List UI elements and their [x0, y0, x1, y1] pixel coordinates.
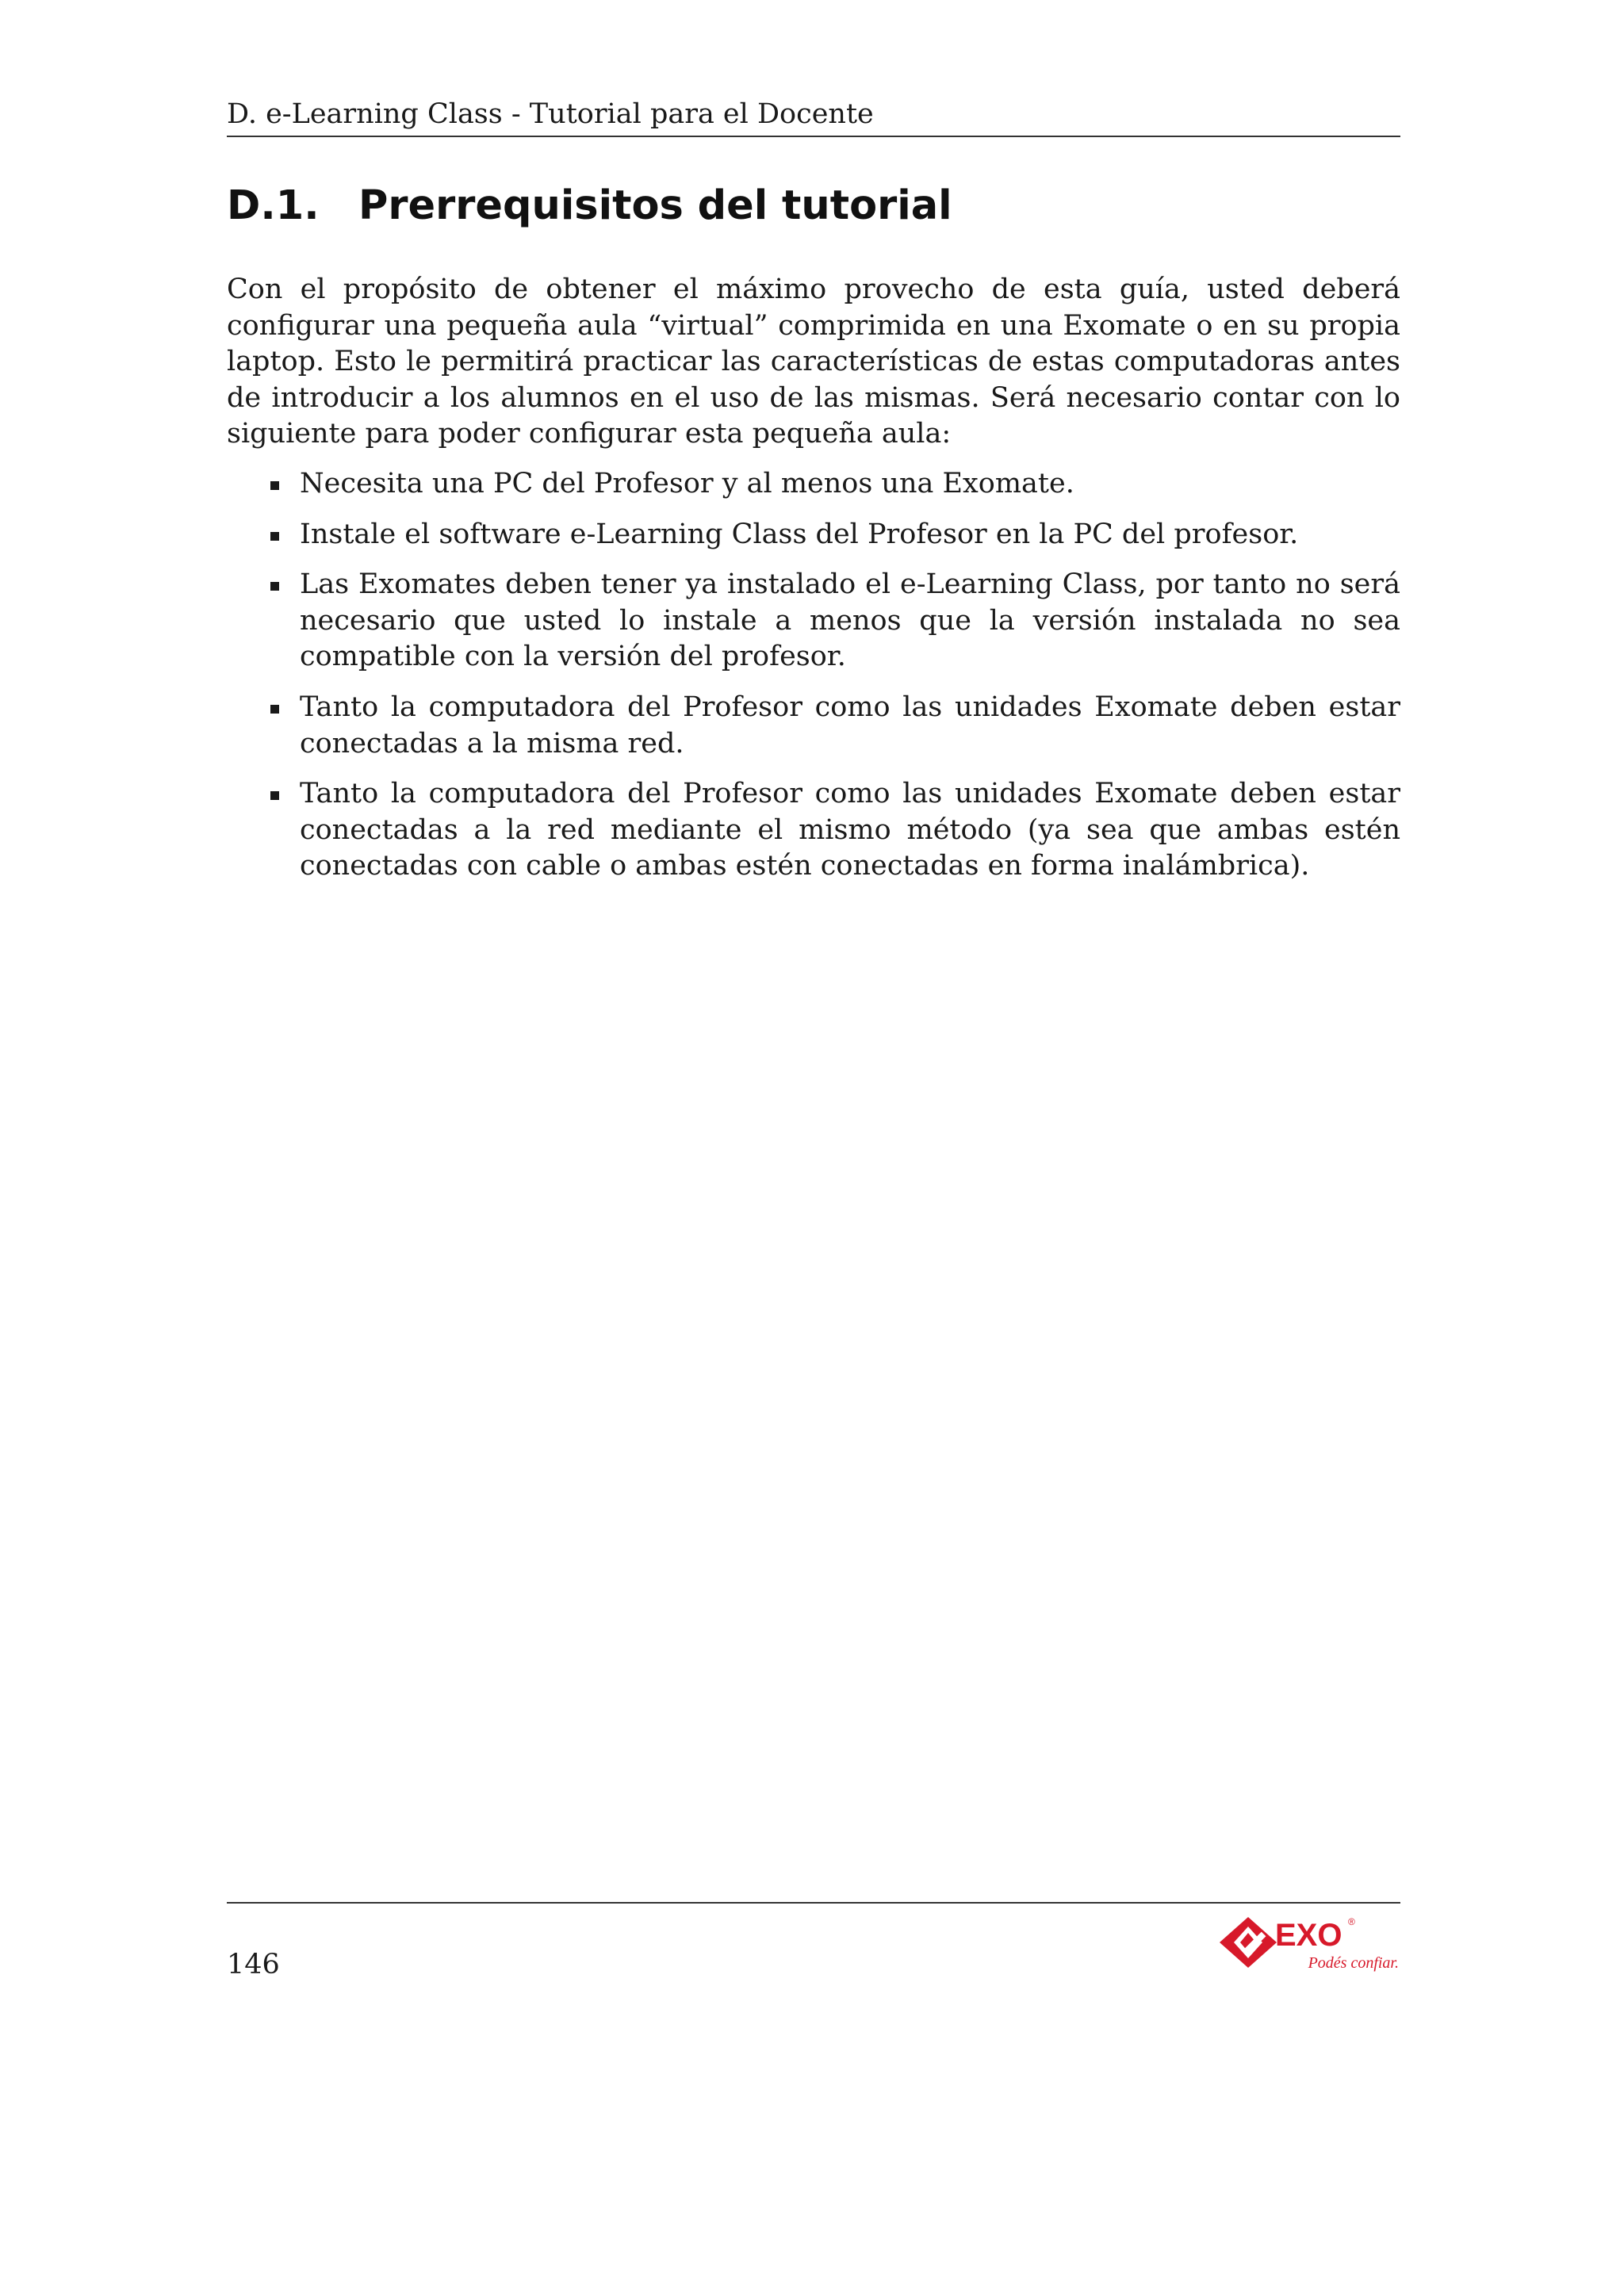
list-item [227, 466, 1400, 503]
running-header: D. e-Learning Class - Tutorial para el Docente [227, 98, 874, 130]
exo-logo [1220, 1911, 1402, 1974]
list-item [227, 517, 1400, 553]
section-heading [227, 179, 1400, 233]
square-bullet-icon [270, 791, 279, 800]
requirements-list [227, 466, 1400, 899]
intro-paragraph: Con el propósito de obtener el máximo provecho de esta guía, usted deberá configurar una pequeña aula “virtual” comprimida en una Exomate o en su propia laptop. Esto le permitirá practicar las características de estas computadoras antes de introducir a los alumnos en el uso de las mismas. Será necesario contar con lo siguiente para poder configurar esta pequeña aula: [227, 274, 1400, 450]
exo-logo-registered: ® [1348, 1916, 1355, 1927]
square-bullet-icon [270, 705, 279, 714]
list-item-text: Instale el software e-Learning Class del Profesor en la PC del profesor. [300, 518, 1299, 550]
list-item [227, 776, 1400, 885]
page-number: 146 [227, 1949, 280, 1980]
section-number: D.1. [227, 182, 320, 229]
list-item-text: Necesita una PC del Profesor y al menos una Exomate. [300, 468, 1074, 499]
list-item [227, 690, 1400, 762]
list-item-text: Las Exomates deben tener ya instalado el e-Learning Class, por tanto no será necesario que usted lo instale a menos que la versión instalada no sea compatible con la versión del profesor. [300, 568, 1400, 673]
square-bullet-icon [270, 532, 279, 541]
section-title: Prerrequisitos del tutorial [358, 182, 952, 229]
square-bullet-icon [270, 481, 279, 490]
list-item-text: Tanto la computadora del Profesor como las unidades Exomate deben estar conectadas a la misma red. [300, 691, 1400, 760]
square-bullet-icon [270, 582, 279, 591]
footer-rule [227, 1902, 1400, 1904]
exo-logo-text: EXO [1275, 1918, 1342, 1953]
header-rule [227, 136, 1400, 137]
exo-diamond-icon [1220, 1917, 1277, 1968]
list-item-text: Tanto la computadora del Profesor como las unidades Exomate deben estar conectadas a la red mediante el mismo método (ya sea que ambas estén conectadas con cable o ambas estén conectadas en forma inalámbrica). [300, 778, 1400, 882]
exo-logo-tagline: Podés confiar. [1308, 1954, 1399, 1972]
list-item [227, 567, 1400, 675]
